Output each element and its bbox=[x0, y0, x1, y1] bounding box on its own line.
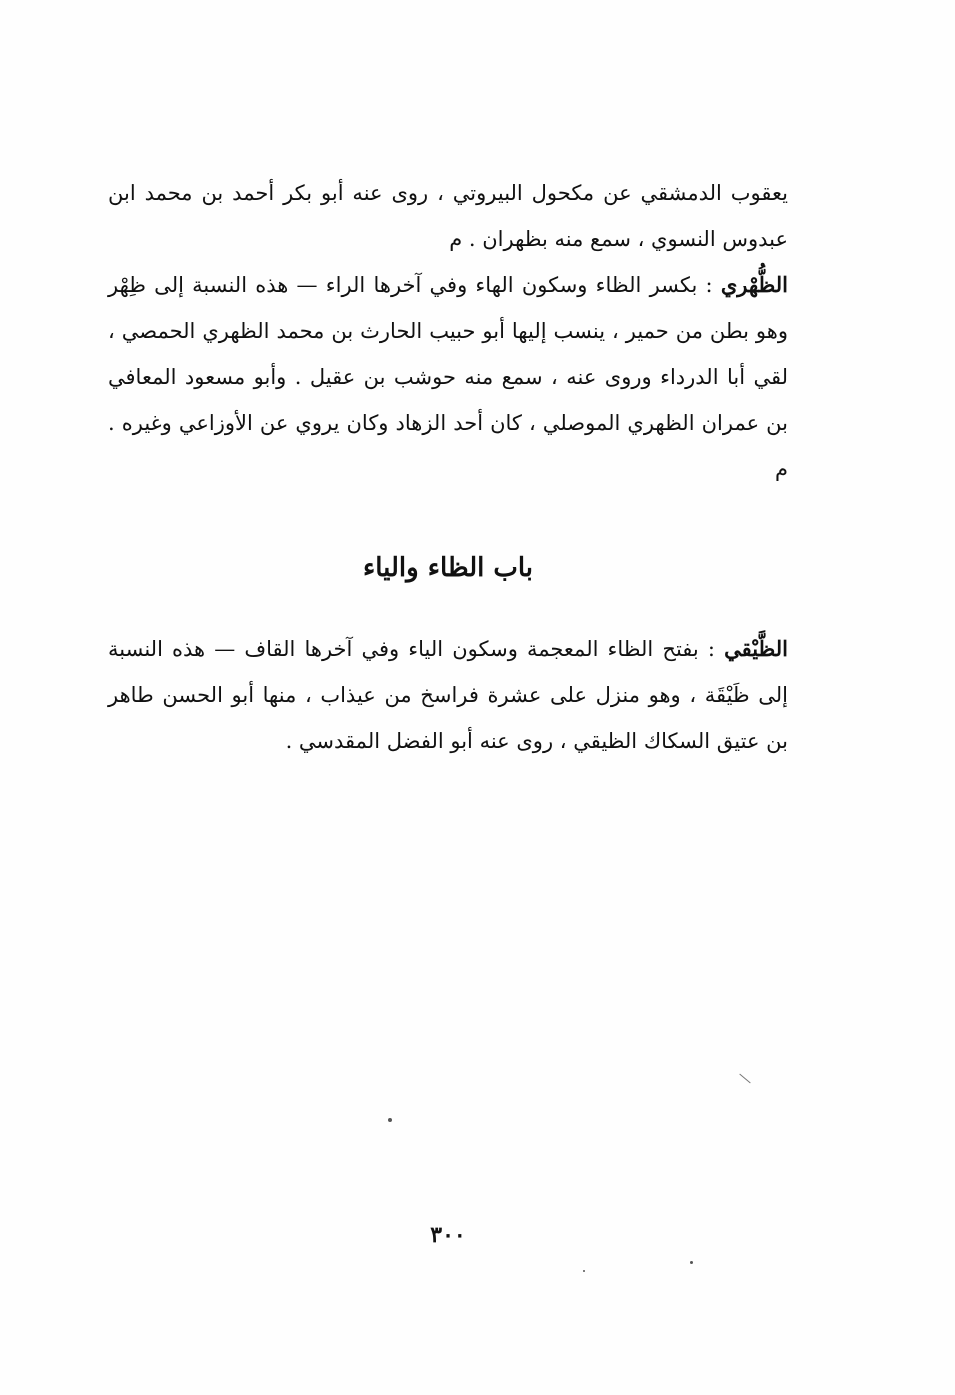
scan-speck bbox=[583, 1270, 585, 1272]
entry-block-2 bbox=[108, 626, 788, 764]
scan-speck bbox=[690, 1261, 693, 1264]
page-number: ٣٠٠ bbox=[430, 1222, 466, 1248]
continued-entry-paragraph: يعقوب الدمشقي عن مكحول البيروتي ، روى عنه أبو بكر أحمد بن محمد ابن عبدوس النسوي ، سمع منه بظهران . م bbox=[108, 181, 788, 251]
scan-scratch bbox=[739, 1074, 750, 1084]
scan-speck bbox=[388, 1118, 392, 1122]
section-heading: باب الظاء والياء bbox=[362, 553, 534, 583]
entry-zayqi-text: : بفتح الظاء المعجمة وسكون الياء وفي آخرها القاف — هذه النسبة إلى ظَيْقَة ، وهو منزل على عشرة فراسخ من عيذاب ، منها أبو الحسن طاهر بن عتيق السكاك الظيقي ، روى عنه أبو الفضل المقدسي . bbox=[108, 637, 788, 753]
entry-zuhri bbox=[108, 262, 788, 492]
entry-zuhri-text: : بكسر الظاء وسكون الهاء وفي آخرها الراء — هذه النسبة إلى ظِهْر وهو بطن من حمير ، ينسب إليها أبو حبيب الحارث بن محمد الظهري الحمصي ، لقي أبا الدرداء وروى عنه ، سمع منه حوشب بن عقيل . وأبو مسعود المعافي بن عمران الظهري الموصلي ، كان أحد الزهاد وكان يروي عن الأوزاعي وغيره . م bbox=[108, 273, 788, 481]
entry-block-1 bbox=[108, 170, 788, 492]
headword-zayqi: الظَّيْقي bbox=[724, 636, 788, 661]
headword-zuhri: الظُّهْري bbox=[720, 272, 788, 297]
entry-zayqi bbox=[108, 626, 788, 764]
